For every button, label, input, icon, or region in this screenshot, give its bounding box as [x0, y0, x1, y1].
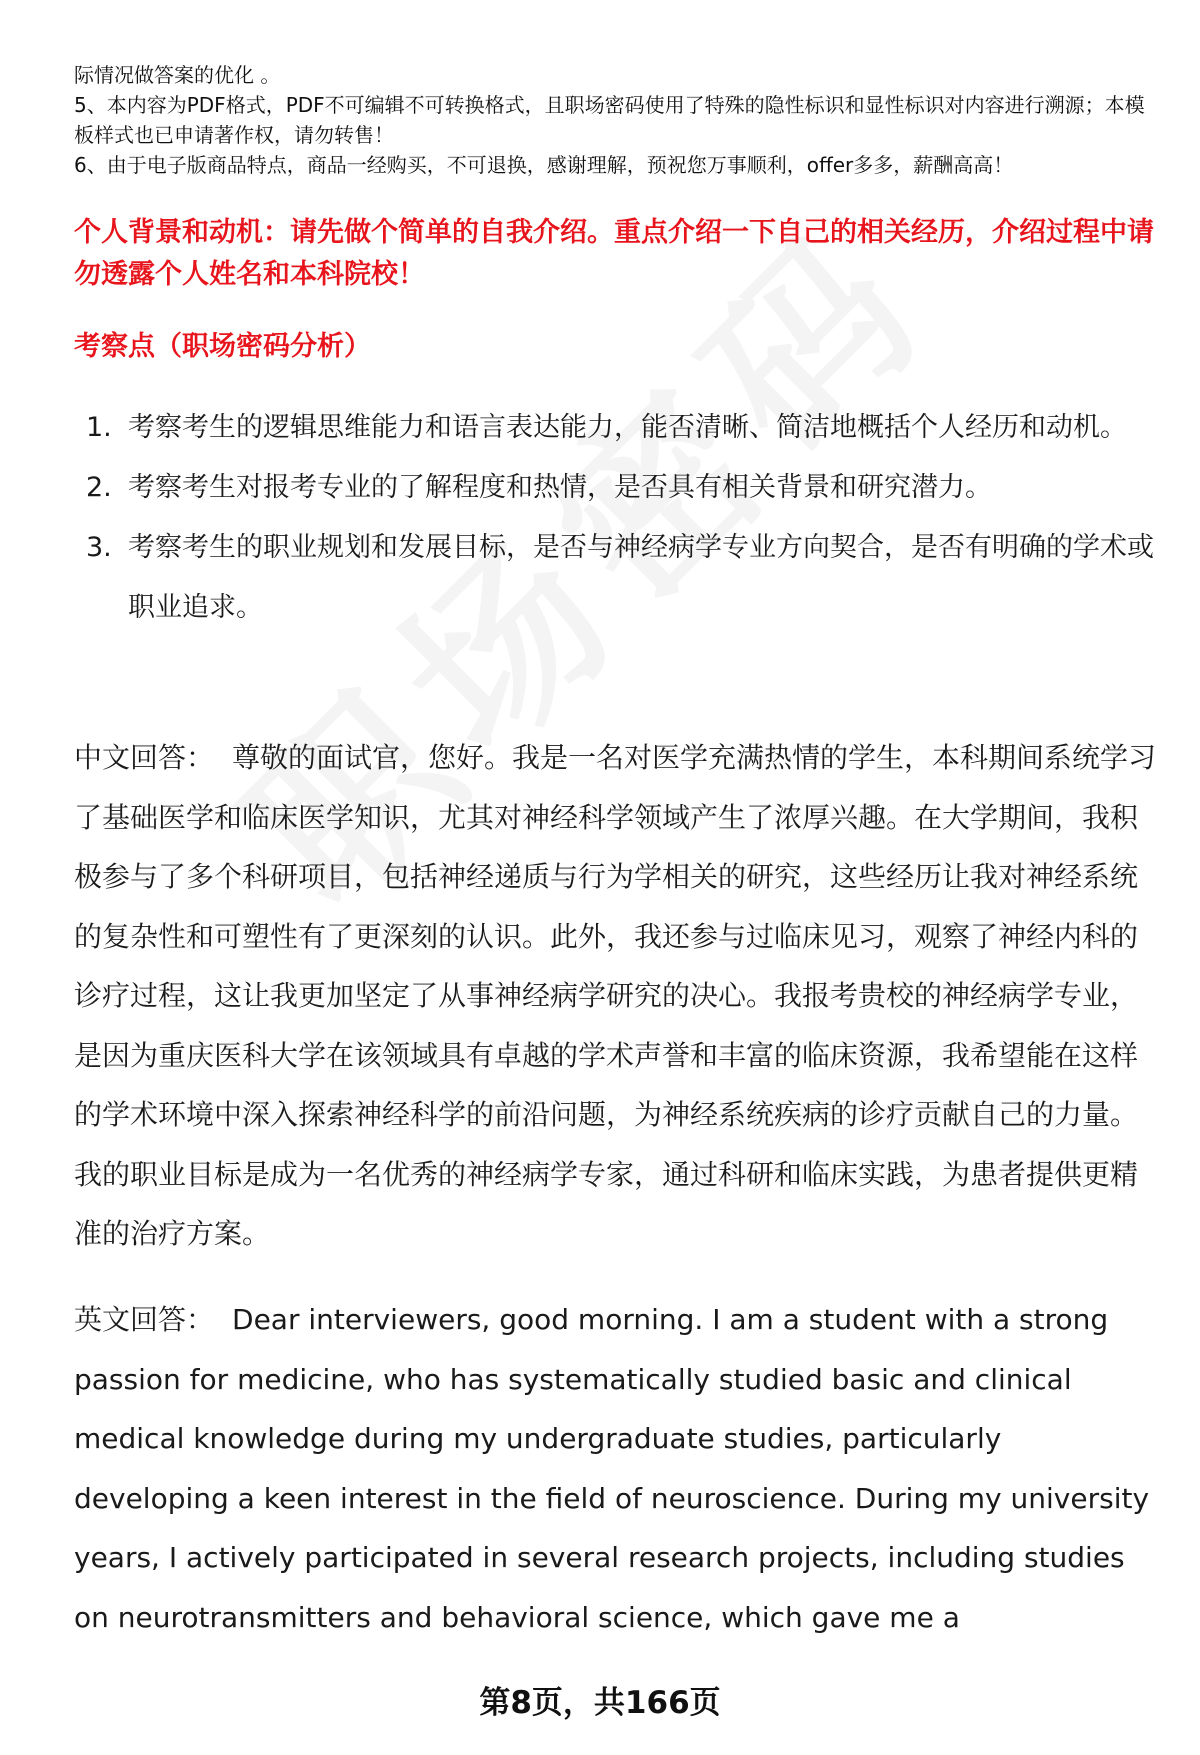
- list-item-number: 3.: [86, 532, 112, 563]
- question-heading: 个人背景和动机：请先做个简单的自我介绍。重点介绍一下自己的相关经历，介绍过程中请勿透露个人姓名和本科院校！: [74, 217, 1154, 290]
- notes-block: [74, 60, 1164, 180]
- assessment-points-list: [74, 398, 1154, 638]
- note-line: 6、由于电子版商品特点，商品一经购买，不可退换，感谢理解，预祝您万事顺利，offer多多，薪酬高高！: [74, 153, 1014, 177]
- list-item-text: 考察考生的逻辑思维能力和语言表达能力，能否清晰、简洁地概括个人经历和动机。: [128, 412, 1127, 443]
- page-number: 第8页，共166页: [479, 1685, 721, 1721]
- list-item-number: 2.: [86, 472, 112, 503]
- chinese-answer: [74, 728, 1164, 1264]
- list-item: [74, 518, 1154, 638]
- list-item-number: 1.: [86, 412, 112, 443]
- list-item-text: 考察考生的职业规划和发展目标，是否与神经病学专业方向契合，是否有明确的学术或职业追求。: [128, 532, 1154, 623]
- note-line: 际情况做答案的优化 。: [74, 63, 281, 87]
- list-item-text: 考察考生对报考专业的了解程度和热情，是否具有相关背景和研究潜力。: [128, 472, 992, 503]
- list-item: [74, 458, 1154, 518]
- chinese-answer-label: 中文回答：: [74, 741, 215, 774]
- english-answer-label: 英文回答：: [74, 1303, 215, 1336]
- chinese-answer-text: 尊敬的面试官，您好。我是一名对医学充满热情的学生，本科期间系统学习了基础医学和临床医学知识，尤其对神经科学领域产生了浓厚兴趣。在大学期间，我积极参与了多个科研项目，包括神经递质与行为学相关的研究，这些经历让我对神经系统的复杂性和可塑性有了更深刻的认识。此外，我还参与过临床见习，观察了神经内科的诊疗过程，这让我更加坚定了从事神经病学研究的决心。我报考贵校的神经病学专业，是因为重庆医科大学在该领域具有卓越的学术声誉和丰富的临床资源，我希望能在这样的学术环境中深入探索神经科学的前沿问题，为神经系统疾病的诊疗贡献自己的力量。我的职业目标是成为一名优秀的神经病学专家，通过科研和临床实践，为患者提供更精准的治疗方案。: [74, 741, 1157, 1250]
- english-answer-text: Dear interviewers, good morning. I am a student with a strong passion for medicine, who has systematically studied basic and clinical medical knowledge during my undergraduate studies, particularly developing a keen interest in the field of neuroscience. During my university years, I actively participated in several research projects, including studies on neurotransmitters and behavioral science, which gave me a: [74, 1303, 1150, 1634]
- points-heading: 考察点（职场密码分析）: [74, 331, 371, 362]
- english-answer: [74, 1290, 1164, 1648]
- note-line: 5、本内容为PDF格式，PDF不可编辑不可转换格式，且职场密码使用了特殊的隐性标识和显性标识对内容进行溯源；本模板样式也已申请著作权，请勿转售！: [74, 93, 1145, 147]
- list-item: [74, 398, 1154, 458]
